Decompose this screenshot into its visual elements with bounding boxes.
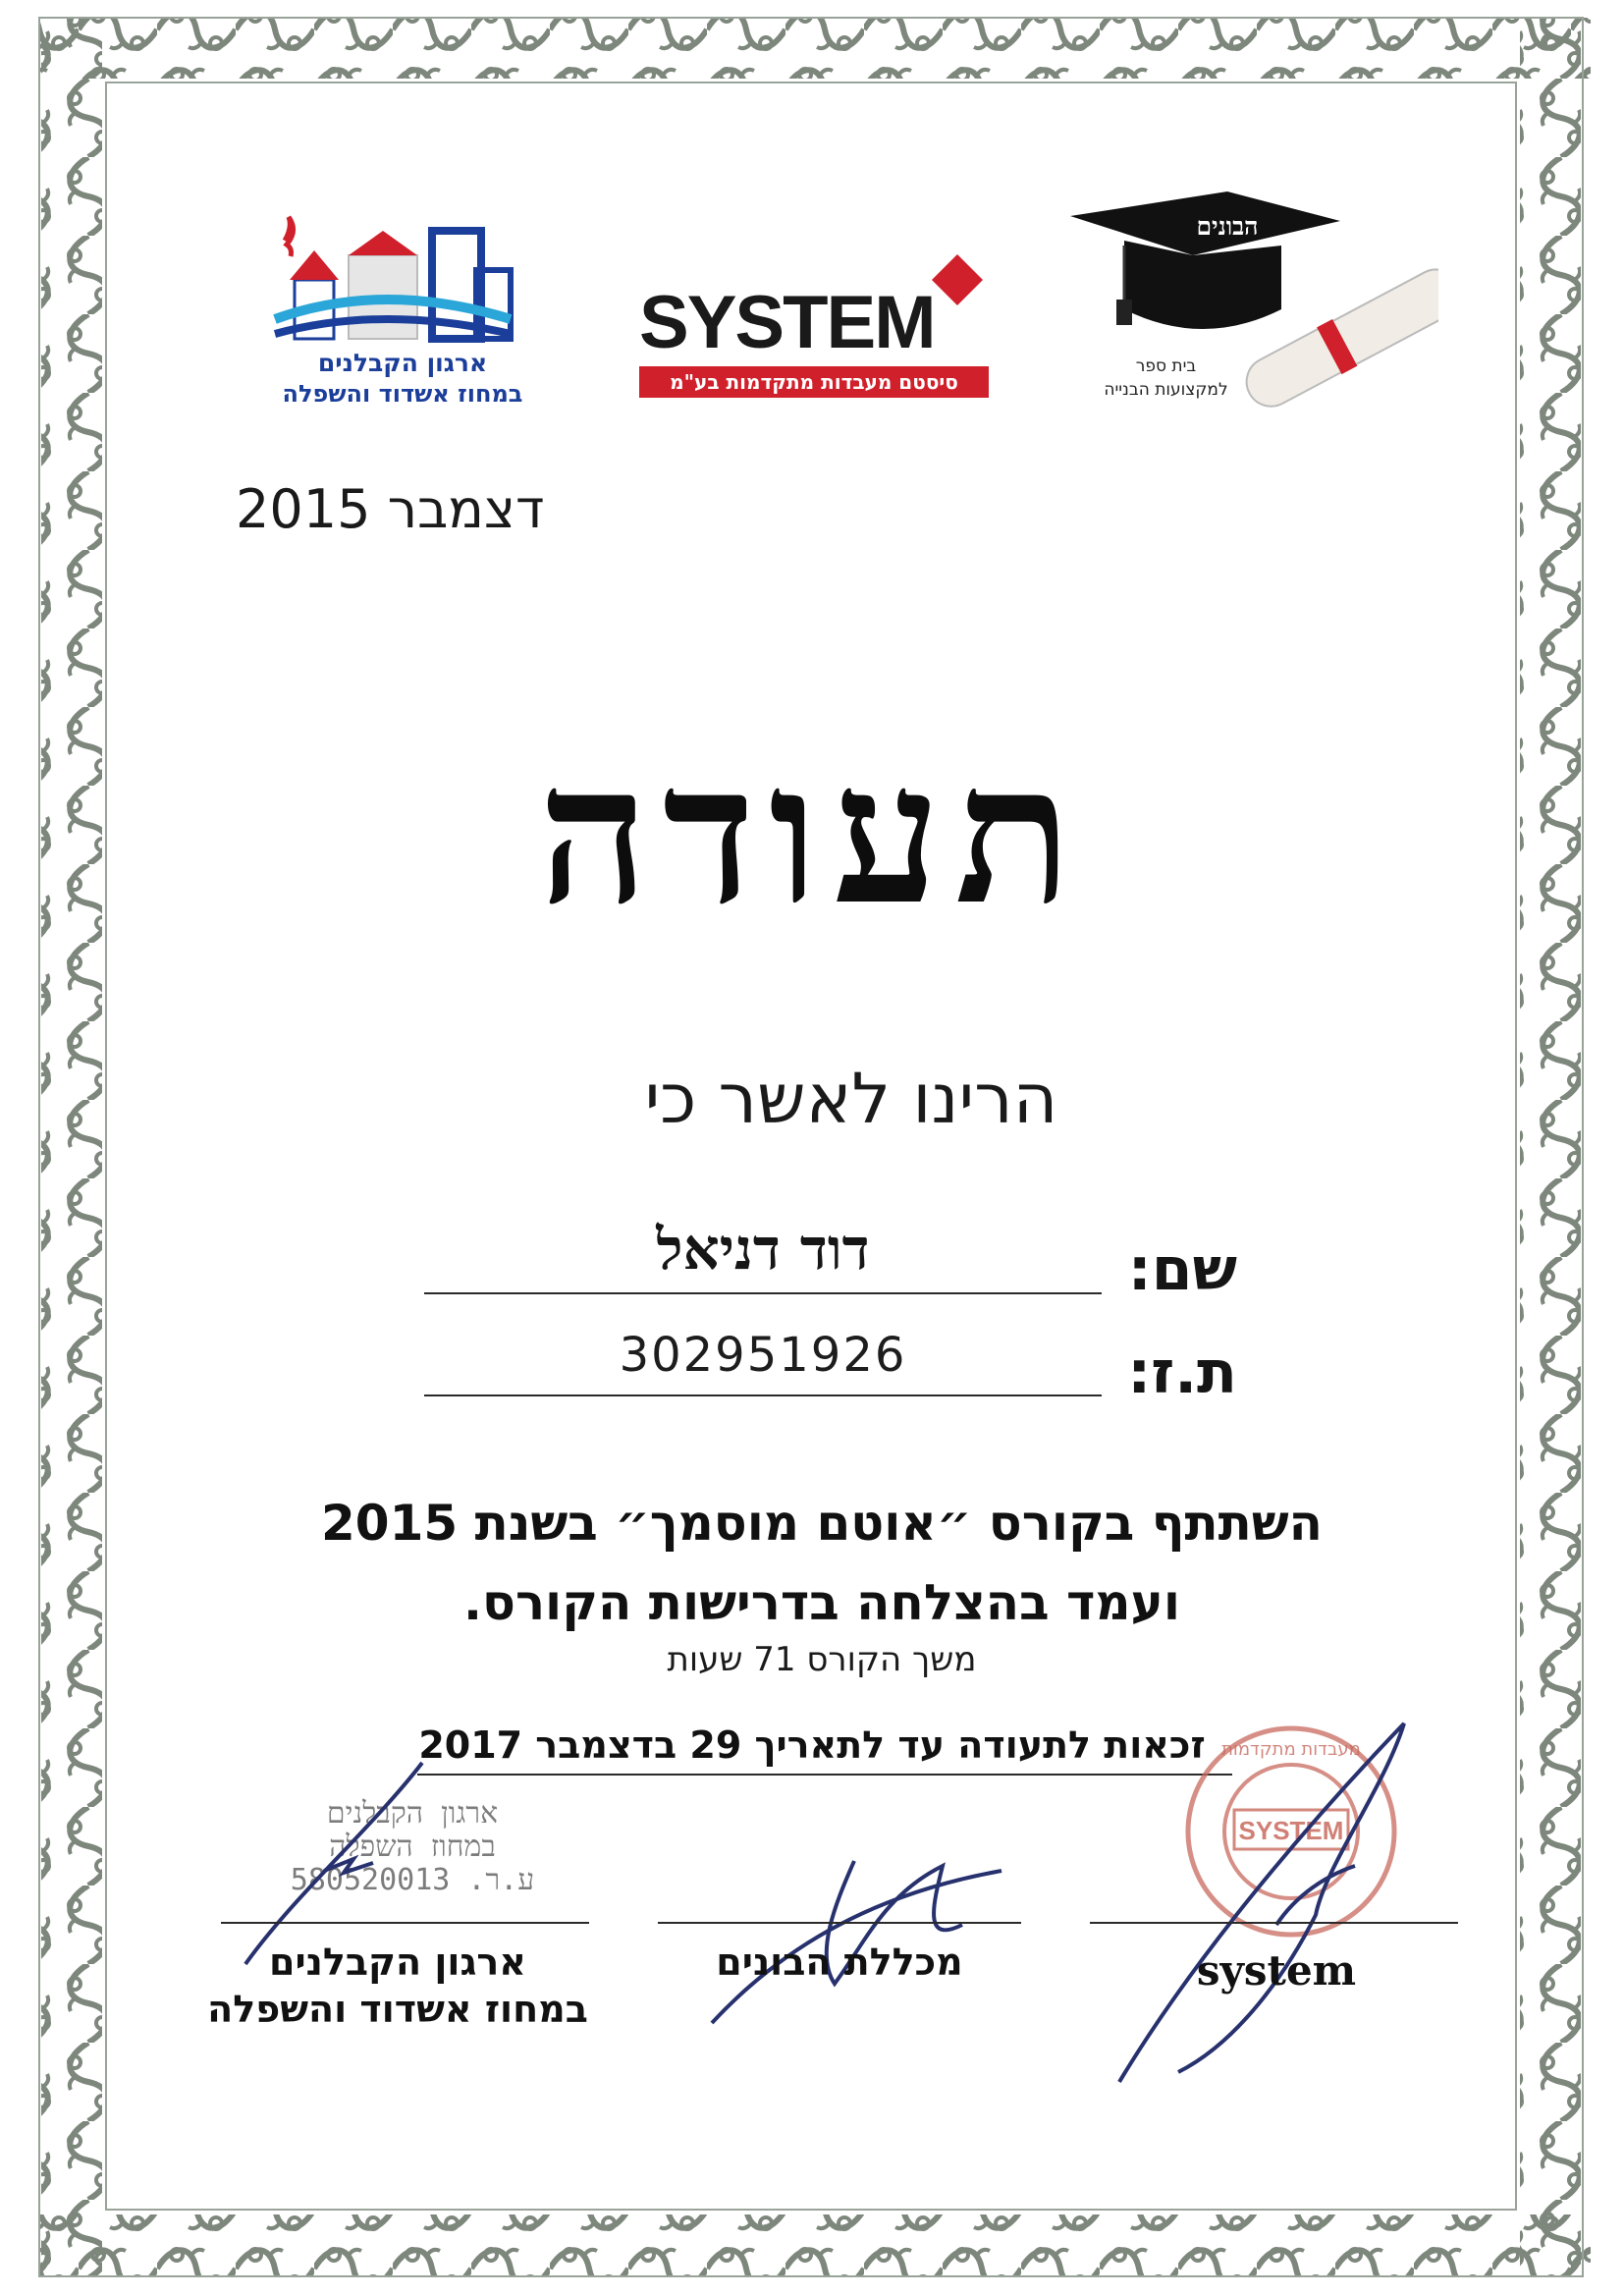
stamp-system-ring: מעבדות מתקדמות xyxy=(1221,1739,1361,1760)
stamp-line3: ע.ר. 580520013 xyxy=(290,1863,535,1897)
bonim-logo-sub1: בית ספר xyxy=(1135,356,1197,376)
signature-label-bonim: מכללת הבונים xyxy=(716,1941,963,1984)
stamp-system-word: SYSTEM xyxy=(1238,1816,1344,1845)
signature-label-system: system xyxy=(1196,1946,1357,1995)
course-success-text: ועמד בהצלחה בדרישות הקורס. xyxy=(462,1574,1181,1631)
kablanim-logo-line1: ארגון הקבלנים xyxy=(317,349,488,377)
id-value: 302951926 xyxy=(619,1328,907,1383)
bonim-logo-name: הבונים xyxy=(1196,212,1259,241)
name-label: שם: xyxy=(1127,1235,1237,1304)
stamp-line2: במחוז השפלה xyxy=(329,1830,496,1864)
system-logo-tagline: סיסטם מעבדות מתקדמות בע"מ xyxy=(670,370,958,394)
validity-text: זכאות לתעודה עד לתאריך 29 בדצמבר 2017 xyxy=(418,1723,1206,1767)
course-duration-text: משך הקורס 71 שעות xyxy=(667,1640,977,1679)
certificate-subtitle: הרינו לאשר כי xyxy=(644,1059,1058,1139)
stamp-line1: ארגון הקבלנים xyxy=(326,1796,499,1831)
bonim-logo-sub2: למקצועות הבנייה xyxy=(1104,380,1228,400)
signature-line-bonim xyxy=(658,1922,1021,1924)
signature-label-kablanim-line1: ארגון הקבלנים xyxy=(269,1941,526,1984)
issue-date: דצמבר 2015 xyxy=(236,478,545,540)
course-participation-text: השתתף בקורס ״אוטם מוסמך״ בשנת 2015 xyxy=(320,1495,1324,1552)
signature-label-kablanim-line2: במחוז אשדוד והשפלה xyxy=(207,1988,588,2031)
signature-line-kablanim xyxy=(221,1922,589,1924)
certificate-title: תעודה xyxy=(538,722,1086,948)
system-logo-word: SYSTEM xyxy=(639,281,935,364)
kablanim-logo-line2: במחוז אשדוד והשפלה xyxy=(282,380,523,408)
signature-line-system xyxy=(1090,1922,1458,1924)
name-value: דוד דניאל xyxy=(656,1216,870,1283)
id-label: ת.ז: xyxy=(1127,1339,1237,1407)
